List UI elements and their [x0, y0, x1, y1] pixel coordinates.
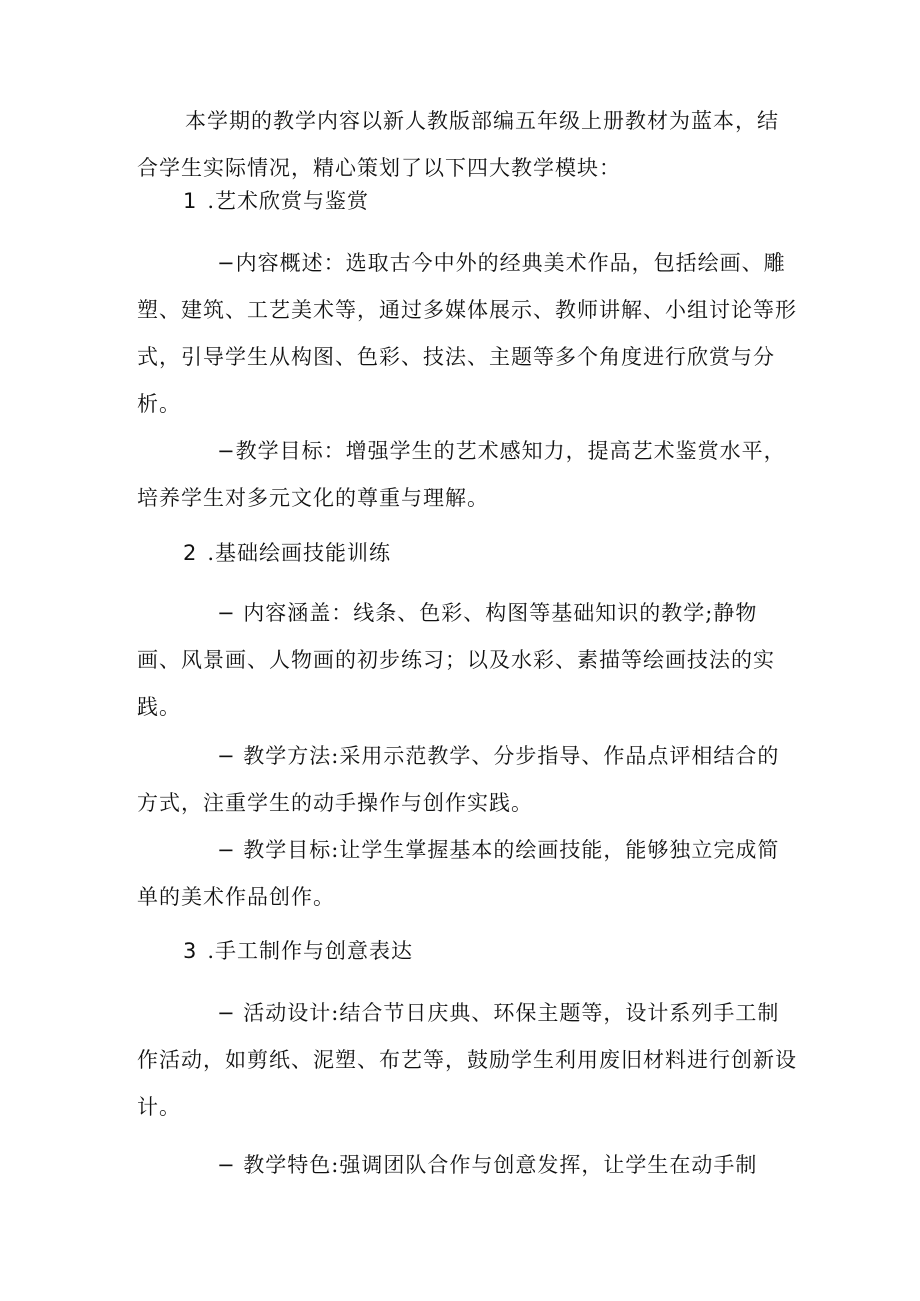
section-3-title: .手工制作与创意表达: [207, 939, 414, 963]
section-2-item-1: − 内容涵盖：线条、色彩、构图等基础知识的教学;静物画、风景画、人物画的初步练习；以及水彩、素描等绘画技法的实践。: [137, 601, 775, 719]
section-1-title: .艺术欣赏与鉴赏: [207, 189, 370, 213]
section-3-item-2: − 教学特色:强调团队合作与创意发挥，让学生在动手制: [217, 1153, 758, 1177]
section-1-number: 1: [183, 189, 198, 213]
section-2-title: .基础绘画技能训练: [207, 541, 392, 565]
section-1-heading: [183, 178, 369, 225]
section-2-item-3: − 教学目标:让学生掌握基本的绘画技能，能够独立完成简单的美术作品创作。: [137, 838, 780, 909]
intro-paragraph: 本学期的教学内容以新人教版部编五年级上册教材为蓝本，结合学生实际情况，精心策划了以下四大教学模块：: [137, 109, 779, 180]
section-2-heading: [183, 530, 391, 577]
section-1-item-2: −教学目标：增强学生的艺术感知力，提高艺术鉴赏水平，培养学生对多元文化的尊重与理解。: [137, 439, 786, 510]
section-1-item-1: −内容概述：选取古今中外的经典美术作品，包括绘画、雕塑、建筑、工艺美术等，通过多媒体展示、教师讲解、小组讨论等形式，引导学生从构图、色彩、技法、主题等多个角度进行欣赏与分析。: [137, 251, 797, 416]
section-3-number: 3: [183, 939, 198, 963]
section-2-item-2: − 教学方法:采用示范教学、分步指导、作品点评相结合的方式，注重学生的动手操作与创作实践。: [137, 744, 780, 815]
section-3-heading: [183, 928, 413, 975]
section-2-number: 2: [183, 541, 198, 565]
section-3-item-1: − 活动设计:结合节日庆典、环保主题等，设计系列手工制作活动，如剪纸、泥塑、布艺等，鼓励学生利用废旧材料进行创新设计。: [137, 1001, 797, 1119]
